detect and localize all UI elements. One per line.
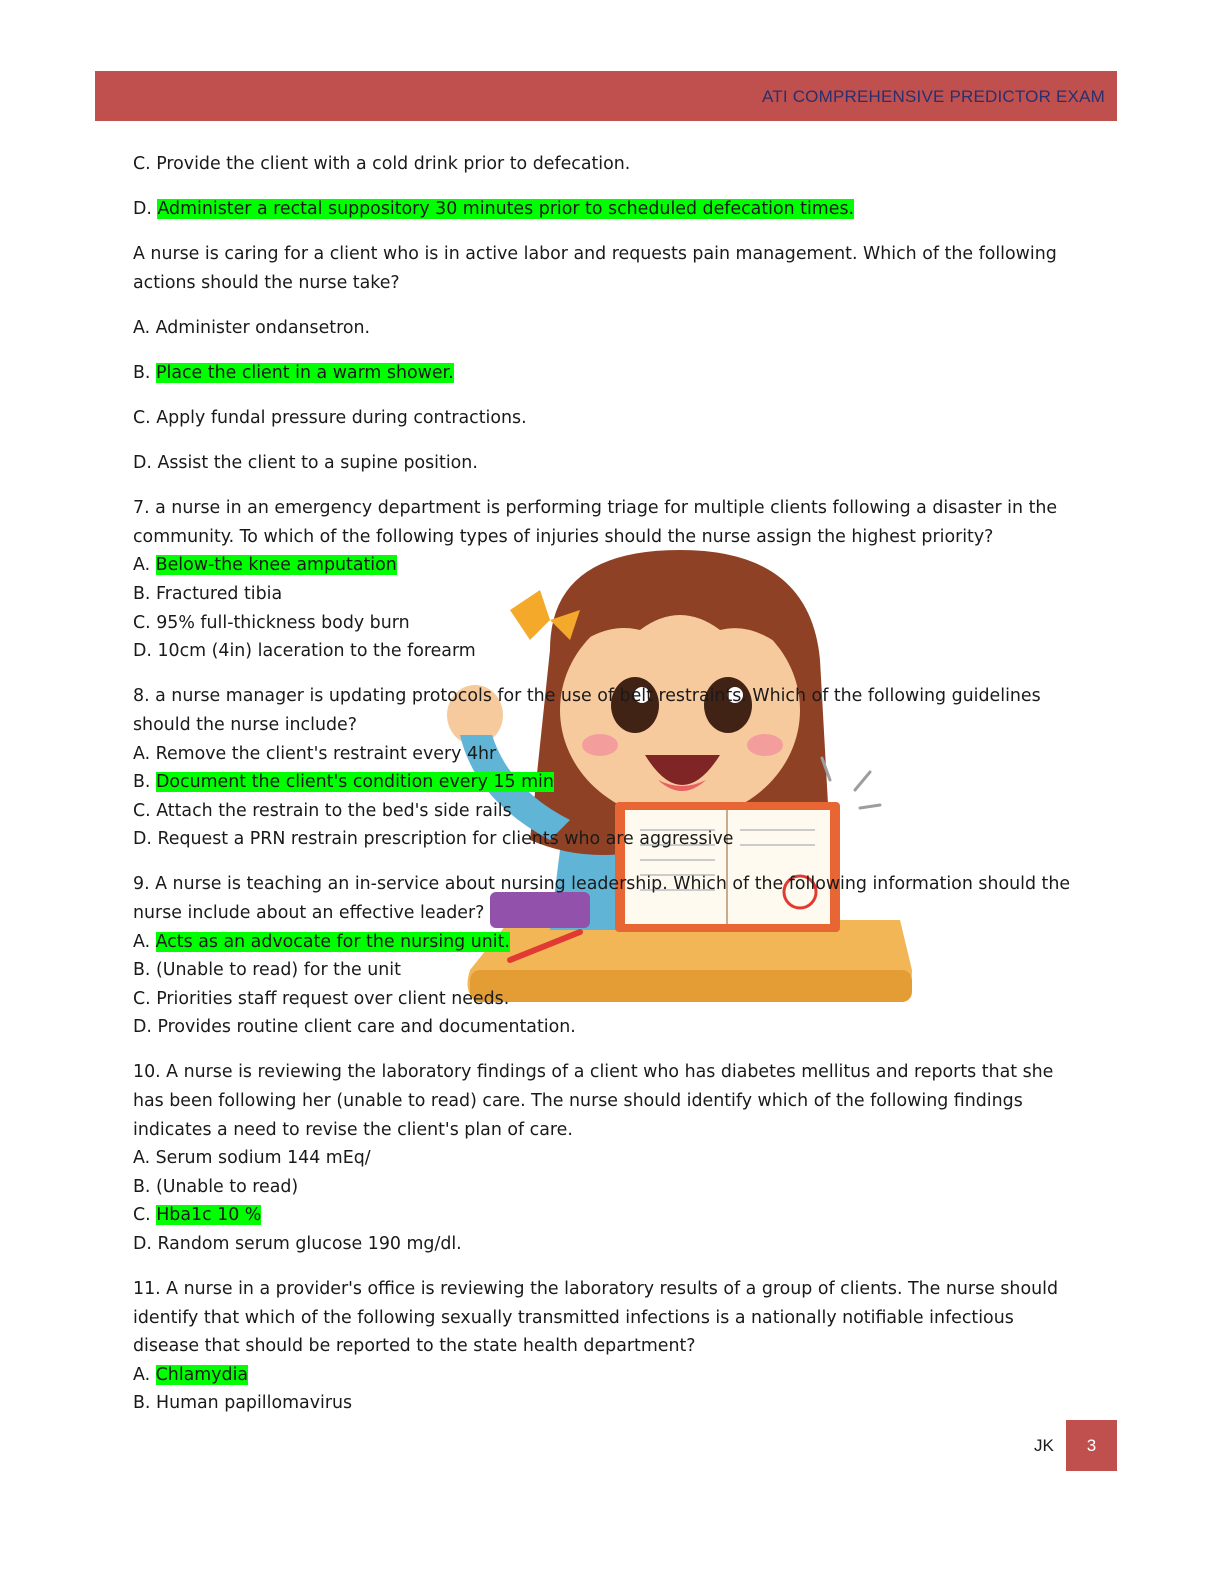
q7-option-a [133,551,1073,580]
prev-option-c: C. Provide the client with a cold drink prior to defecation. [133,154,631,174]
question-11: 11. A nurse in a provider's office is reviewing the laboratory results of a group of clients. The nurse should identify that which of the following sexually transmitted infections is a nationally notifiable infectious disease that should be reported to the state health department? [133,1279,1058,1357]
correct-answer-highlight: Place the client in a warm shower. [156,362,454,383]
q7-option-d: D. 10cm (4in) laceration to the forearm [133,641,476,662]
correct-answer-highlight: Administer a rectal suppository 30 minutes prior to scheduled defecation times. [157,199,855,220]
labor-option-b [133,359,1073,388]
q7-option-b: B. Fractured tibia [133,584,283,605]
question-7: 7. a nurse in an emergency department is performing triage for multiple clients following a disaster in the community. To which of the following types of injuries should the nurse assign the highest priority? [133,498,1058,547]
option-prefix: D. [133,199,158,220]
correct-answer-highlight: Below-the knee amputation [155,555,397,576]
q11-option-b: B. Human papillomavirus [133,1393,353,1414]
question-8: 8. a nurse manager is updating protocols for the use of belt restraints. Which of the following guidelines should the nurse include? [133,686,1041,735]
question-9: 9. A nurse is teaching an in-service about nursing leadership. Which of the following information should the nurse include about an effective leader? [133,874,1071,923]
option-prefix: A. [133,1364,156,1385]
option-prefix: A. [133,555,156,576]
q10-option-b: B. (Unable to read) [133,1176,299,1197]
option-prefix: B. [133,772,156,793]
q9-option-c: C. Priorities staff request over client needs. [133,988,510,1009]
q10-option-d: D. Random serum glucose 190 mg/dl. [133,1234,462,1254]
q11-option-a [133,1361,1073,1390]
header-bar [95,71,1117,121]
q8-option-b [133,768,1073,797]
q7-option-c: C. 95% full-thickness body burn [133,612,410,633]
option-prefix: B. [133,362,156,383]
correct-answer-highlight: Acts as an advocate for the nursing unit. [155,931,510,952]
labor-option-d: D. Assist the client to a supine position. [133,453,478,474]
option-prefix: C. [133,1205,157,1226]
correct-answer-highlight: Hba1c 10 % [156,1205,262,1226]
labor-option-c: C. Apply fundal pressure during contractions. [133,408,527,429]
page-number: 3 [1066,1420,1117,1471]
q8-option-d: D. Request a PRN restrain prescription for clients who are aggressive [133,829,734,850]
q10-option-a: A. Serum sodium 144 mEq/ [133,1148,371,1169]
q9-option-b: B. (Unable to read) for the unit [133,960,401,981]
question-labor: A nurse is caring for a client who is in active labor and requests pain management. Which of the following actions should the nurse take? [133,244,1057,293]
correct-answer-highlight: Document the client's condition every 15 min [156,772,554,793]
q9-option-a [133,928,1073,957]
question-10: 10. A nurse is reviewing the laboratory findings of a client who has diabetes mellitus and reports that she has been following her (unable to read) care. The nurse should identify which of the following findings indicates a need to revise the client's plan of care. [133,1062,1054,1140]
labor-option-a: A. Administer ondansetron. [133,317,371,338]
footer-initials: JK [1034,1436,1054,1455]
exam-content [133,150,1073,1418]
correct-answer-highlight: Chlamydia [155,1364,249,1385]
q8-option-c: C. Attach the restrain to the bed's side rails [133,800,512,821]
option-prefix: A. [133,931,156,952]
q8-option-a: A. Remove the client's restraint every 4hr [133,743,497,764]
q9-option-d: D. Provides routine client care and documentation. [133,1017,576,1038]
header-title: ATI COMPREHENSIVE PREDICTOR EXAM [762,87,1105,106]
q10-option-c [133,1201,1073,1230]
prev-option-d [133,195,1073,224]
